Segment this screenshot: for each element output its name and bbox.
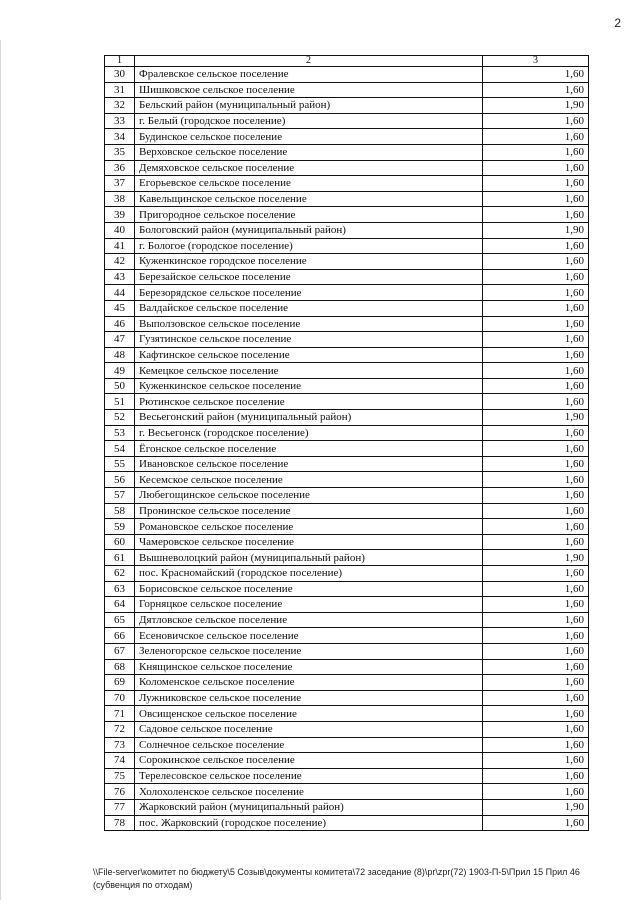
- municipality-name: Пригородное сельское поселение: [135, 207, 483, 223]
- table-row: [105, 737, 589, 753]
- municipality-name: Выползовское сельское поселение: [135, 316, 483, 332]
- row-number: 53: [105, 425, 135, 441]
- table-row: [105, 129, 589, 145]
- row-number: 37: [105, 176, 135, 192]
- coefficient-value: 1,90: [483, 550, 589, 566]
- municipality-name: Будинское сельское поселение: [135, 129, 483, 145]
- row-number: 75: [105, 768, 135, 784]
- table-row: [105, 363, 589, 379]
- coefficient-value: 1,60: [483, 597, 589, 613]
- row-number: 65: [105, 612, 135, 628]
- table-row: [105, 753, 589, 769]
- row-number: 46: [105, 316, 135, 332]
- municipality-name: Рютинское сельское поселение: [135, 394, 483, 410]
- municipality-name: Бологовский район (муниципальный район): [135, 222, 483, 238]
- row-number: 59: [105, 519, 135, 535]
- column-header-1: 1: [105, 56, 135, 67]
- row-number: 31: [105, 82, 135, 98]
- row-number: 48: [105, 347, 135, 363]
- table-row: [105, 815, 589, 831]
- table-row: [105, 300, 589, 316]
- column-header-3: 3: [483, 56, 589, 67]
- municipality-name: Дятловское сельское поселение: [135, 612, 483, 628]
- coefficient-value: 1,60: [483, 737, 589, 753]
- row-number: 58: [105, 503, 135, 519]
- table-container: [104, 55, 589, 831]
- coefficient-value: 1,60: [483, 129, 589, 145]
- row-number: 36: [105, 160, 135, 176]
- table-row: [105, 425, 589, 441]
- row-number: 52: [105, 410, 135, 426]
- table-row: [105, 456, 589, 472]
- table-row: [105, 441, 589, 457]
- table-row: [105, 160, 589, 176]
- municipality-name: пос. Красномайский (городское поселение): [135, 566, 483, 582]
- table-row: [105, 488, 589, 504]
- table-row: [105, 238, 589, 254]
- coefficient-value: 1,60: [483, 519, 589, 535]
- municipality-name: Садовое сельское поселение: [135, 721, 483, 737]
- table-row: [105, 113, 589, 129]
- coefficient-value: 1,60: [483, 628, 589, 644]
- table-row: [105, 768, 589, 784]
- coefficient-value: 1,60: [483, 488, 589, 504]
- municipality-name: Лужниковское сельское поселение: [135, 690, 483, 706]
- row-number: 42: [105, 254, 135, 270]
- row-number: 43: [105, 269, 135, 285]
- table-row: [105, 675, 589, 691]
- row-number: 50: [105, 378, 135, 394]
- table-row: [105, 706, 589, 722]
- coefficient-value: 1,60: [483, 721, 589, 737]
- municipality-name: Романовское сельское поселение: [135, 519, 483, 535]
- municipality-name: Березайское сельское поселение: [135, 269, 483, 285]
- municipality-name: Березорядское сельское поселение: [135, 285, 483, 301]
- table-row: [105, 581, 589, 597]
- coefficient-value: 1,60: [483, 378, 589, 394]
- municipality-name: Жарковский район (муниципальный район): [135, 799, 483, 815]
- coefficient-value: 1,60: [483, 176, 589, 192]
- municipality-name: Холохоленское сельское поселение: [135, 784, 483, 800]
- row-number: 69: [105, 675, 135, 691]
- municipality-name: Фралевское сельское поселение: [135, 67, 483, 83]
- table-row: [105, 222, 589, 238]
- municipality-name: Чамеровское сельское поселение: [135, 534, 483, 550]
- coefficient-value: 1,60: [483, 82, 589, 98]
- page-number: 2: [614, 16, 621, 30]
- municipality-name: Пронинское сельское поселение: [135, 503, 483, 519]
- row-number: 66: [105, 628, 135, 644]
- row-number: 64: [105, 597, 135, 613]
- coefficient-value: 1,60: [483, 503, 589, 519]
- coefficient-value: 1,60: [483, 238, 589, 254]
- table-row: [105, 254, 589, 270]
- row-number: 61: [105, 550, 135, 566]
- table-row: [105, 643, 589, 659]
- row-number: 68: [105, 659, 135, 675]
- coefficient-value: 1,60: [483, 534, 589, 550]
- table-row: [105, 566, 589, 582]
- row-number: 72: [105, 721, 135, 737]
- table-row: [105, 550, 589, 566]
- row-number: 60: [105, 534, 135, 550]
- coefficient-value: 1,60: [483, 67, 589, 83]
- subvention-table: [104, 55, 589, 831]
- coefficient-value: 1,60: [483, 753, 589, 769]
- table-header-row: [105, 56, 589, 67]
- row-number: 77: [105, 799, 135, 815]
- table-row: [105, 612, 589, 628]
- table-row: [105, 207, 589, 223]
- municipality-name: Кесемское сельское поселение: [135, 472, 483, 488]
- coefficient-value: 1,60: [483, 612, 589, 628]
- table-row: [105, 503, 589, 519]
- row-number: 57: [105, 488, 135, 504]
- municipality-name: пос. Жарковский (городское поселение): [135, 815, 483, 831]
- row-number: 55: [105, 456, 135, 472]
- coefficient-value: 1,60: [483, 269, 589, 285]
- file-path-footer: [93, 866, 633, 892]
- municipality-name: Куженкинское городское поселение: [135, 254, 483, 270]
- row-number: 56: [105, 472, 135, 488]
- table-row: [105, 176, 589, 192]
- file-path-line-2: (субвенция по отходам): [93, 880, 193, 890]
- municipality-name: Гузятинское сельское поселение: [135, 332, 483, 348]
- municipality-name: Валдайское сельское поселение: [135, 300, 483, 316]
- municipality-name: Бельский район (муниципальный район): [135, 98, 483, 114]
- table-row: [105, 347, 589, 363]
- table-row: [105, 269, 589, 285]
- coefficient-value: 1,60: [483, 566, 589, 582]
- row-number: 30: [105, 67, 135, 83]
- municipality-name: Солнечное сельское поселение: [135, 737, 483, 753]
- coefficient-value: 1,60: [483, 332, 589, 348]
- municipality-name: Куженкинское сельское поселение: [135, 378, 483, 394]
- row-number: 76: [105, 784, 135, 800]
- table-row: [105, 67, 589, 83]
- coefficient-value: 1,60: [483, 363, 589, 379]
- coefficient-value: 1,60: [483, 113, 589, 129]
- row-number: 47: [105, 332, 135, 348]
- table-row: [105, 784, 589, 800]
- table-row: [105, 690, 589, 706]
- table-row: [105, 597, 589, 613]
- row-number: 73: [105, 737, 135, 753]
- municipality-name: Есеновичское сельское поселение: [135, 628, 483, 644]
- municipality-name: Весьегонский район (муниципальный район): [135, 410, 483, 426]
- row-number: 63: [105, 581, 135, 597]
- file-path-line: \\File-server\комитет по бюджету\5 Созыв\документы комитета\72 заседание (8)\pr\zpr(72) 1903-П-5\Прил 15 Прил 46: [93, 867, 580, 877]
- table-row: [105, 332, 589, 348]
- coefficient-value: 1,60: [483, 425, 589, 441]
- table-row: [105, 98, 589, 114]
- row-number: 44: [105, 285, 135, 301]
- municipality-name: Шишковское сельское поселение: [135, 82, 483, 98]
- coefficient-value: 1,60: [483, 706, 589, 722]
- municipality-name: Егорьевское сельское поселение: [135, 176, 483, 192]
- coefficient-value: 1,60: [483, 160, 589, 176]
- coefficient-value: 1,60: [483, 784, 589, 800]
- coefficient-value: 1,60: [483, 191, 589, 207]
- municipality-name: г. Весьегонск (городское поселение): [135, 425, 483, 441]
- table-row: [105, 628, 589, 644]
- coefficient-value: 1,60: [483, 254, 589, 270]
- coefficient-value: 1,60: [483, 441, 589, 457]
- municipality-name: Кемецкое сельское поселение: [135, 363, 483, 379]
- municipality-name: Кафтинское сельское поселение: [135, 347, 483, 363]
- coefficient-value: 1,60: [483, 675, 589, 691]
- coefficient-value: 1,60: [483, 643, 589, 659]
- row-number: 32: [105, 98, 135, 114]
- row-number: 39: [105, 207, 135, 223]
- coefficient-value: 1,60: [483, 144, 589, 160]
- scan-edge-line: [0, 40, 1, 900]
- municipality-name: Княщинское сельское поселение: [135, 659, 483, 675]
- table-row: [105, 799, 589, 815]
- coefficient-value: 1,60: [483, 581, 589, 597]
- table-row: [105, 378, 589, 394]
- municipality-name: Демяховское сельское поселение: [135, 160, 483, 176]
- row-number: 35: [105, 144, 135, 160]
- row-number: 71: [105, 706, 135, 722]
- municipality-name: Верховское сельское поселение: [135, 144, 483, 160]
- row-number: 62: [105, 566, 135, 582]
- row-number: 74: [105, 753, 135, 769]
- table-row: [105, 519, 589, 535]
- municipality-name: Горняцкое сельское поселение: [135, 597, 483, 613]
- coefficient-value: 1,60: [483, 316, 589, 332]
- municipality-name: г. Бологое (городское поселение): [135, 238, 483, 254]
- coefficient-value: 1,60: [483, 456, 589, 472]
- coefficient-value: 1,60: [483, 347, 589, 363]
- table-row: [105, 82, 589, 98]
- table-row: [105, 144, 589, 160]
- row-number: 33: [105, 113, 135, 129]
- municipality-name: Ёгонское сельское поселение: [135, 441, 483, 457]
- row-number: 67: [105, 643, 135, 659]
- municipality-name: Ивановское сельское поселение: [135, 456, 483, 472]
- coefficient-value: 1,60: [483, 394, 589, 410]
- coefficient-value: 1,60: [483, 815, 589, 831]
- table-row: [105, 410, 589, 426]
- municipality-name: Вышневолоцкий район (муниципальный район): [135, 550, 483, 566]
- municipality-name: Терелесовское сельское поселение: [135, 768, 483, 784]
- coefficient-value: 1,90: [483, 222, 589, 238]
- row-number: 34: [105, 129, 135, 145]
- coefficient-value: 1,90: [483, 410, 589, 426]
- municipality-name: Зеленогорское сельское поселение: [135, 643, 483, 659]
- table-body: [105, 67, 589, 831]
- row-number: 51: [105, 394, 135, 410]
- coefficient-value: 1,60: [483, 285, 589, 301]
- coefficient-value: 1,60: [483, 659, 589, 675]
- table-row: [105, 472, 589, 488]
- table-row: [105, 659, 589, 675]
- row-number: 41: [105, 238, 135, 254]
- table-row: [105, 191, 589, 207]
- row-number: 45: [105, 300, 135, 316]
- coefficient-value: 1,90: [483, 799, 589, 815]
- municipality-name: Овсищенское сельское поселение: [135, 706, 483, 722]
- coefficient-value: 1,60: [483, 690, 589, 706]
- coefficient-value: 1,60: [483, 768, 589, 784]
- row-number: 40: [105, 222, 135, 238]
- municipality-name: г. Белый (городское поселение): [135, 113, 483, 129]
- row-number: 54: [105, 441, 135, 457]
- table-row: [105, 285, 589, 301]
- table-row: [105, 721, 589, 737]
- table-row: [105, 534, 589, 550]
- row-number: 78: [105, 815, 135, 831]
- municipality-name: Любегощинское сельское поселение: [135, 488, 483, 504]
- row-number: 49: [105, 363, 135, 379]
- municipality-name: Коломенское сельское поселение: [135, 675, 483, 691]
- municipality-name: Сорокинское сельское поселение: [135, 753, 483, 769]
- coefficient-value: 1,60: [483, 207, 589, 223]
- row-number: 38: [105, 191, 135, 207]
- row-number: 70: [105, 690, 135, 706]
- coefficient-value: 1,90: [483, 98, 589, 114]
- municipality-name: Кавельщинское сельское поселение: [135, 191, 483, 207]
- table-row: [105, 316, 589, 332]
- column-header-2: 2: [135, 56, 483, 67]
- municipality-name: Борисовское сельское поселение: [135, 581, 483, 597]
- coefficient-value: 1,60: [483, 472, 589, 488]
- coefficient-value: 1,60: [483, 300, 589, 316]
- table-row: [105, 394, 589, 410]
